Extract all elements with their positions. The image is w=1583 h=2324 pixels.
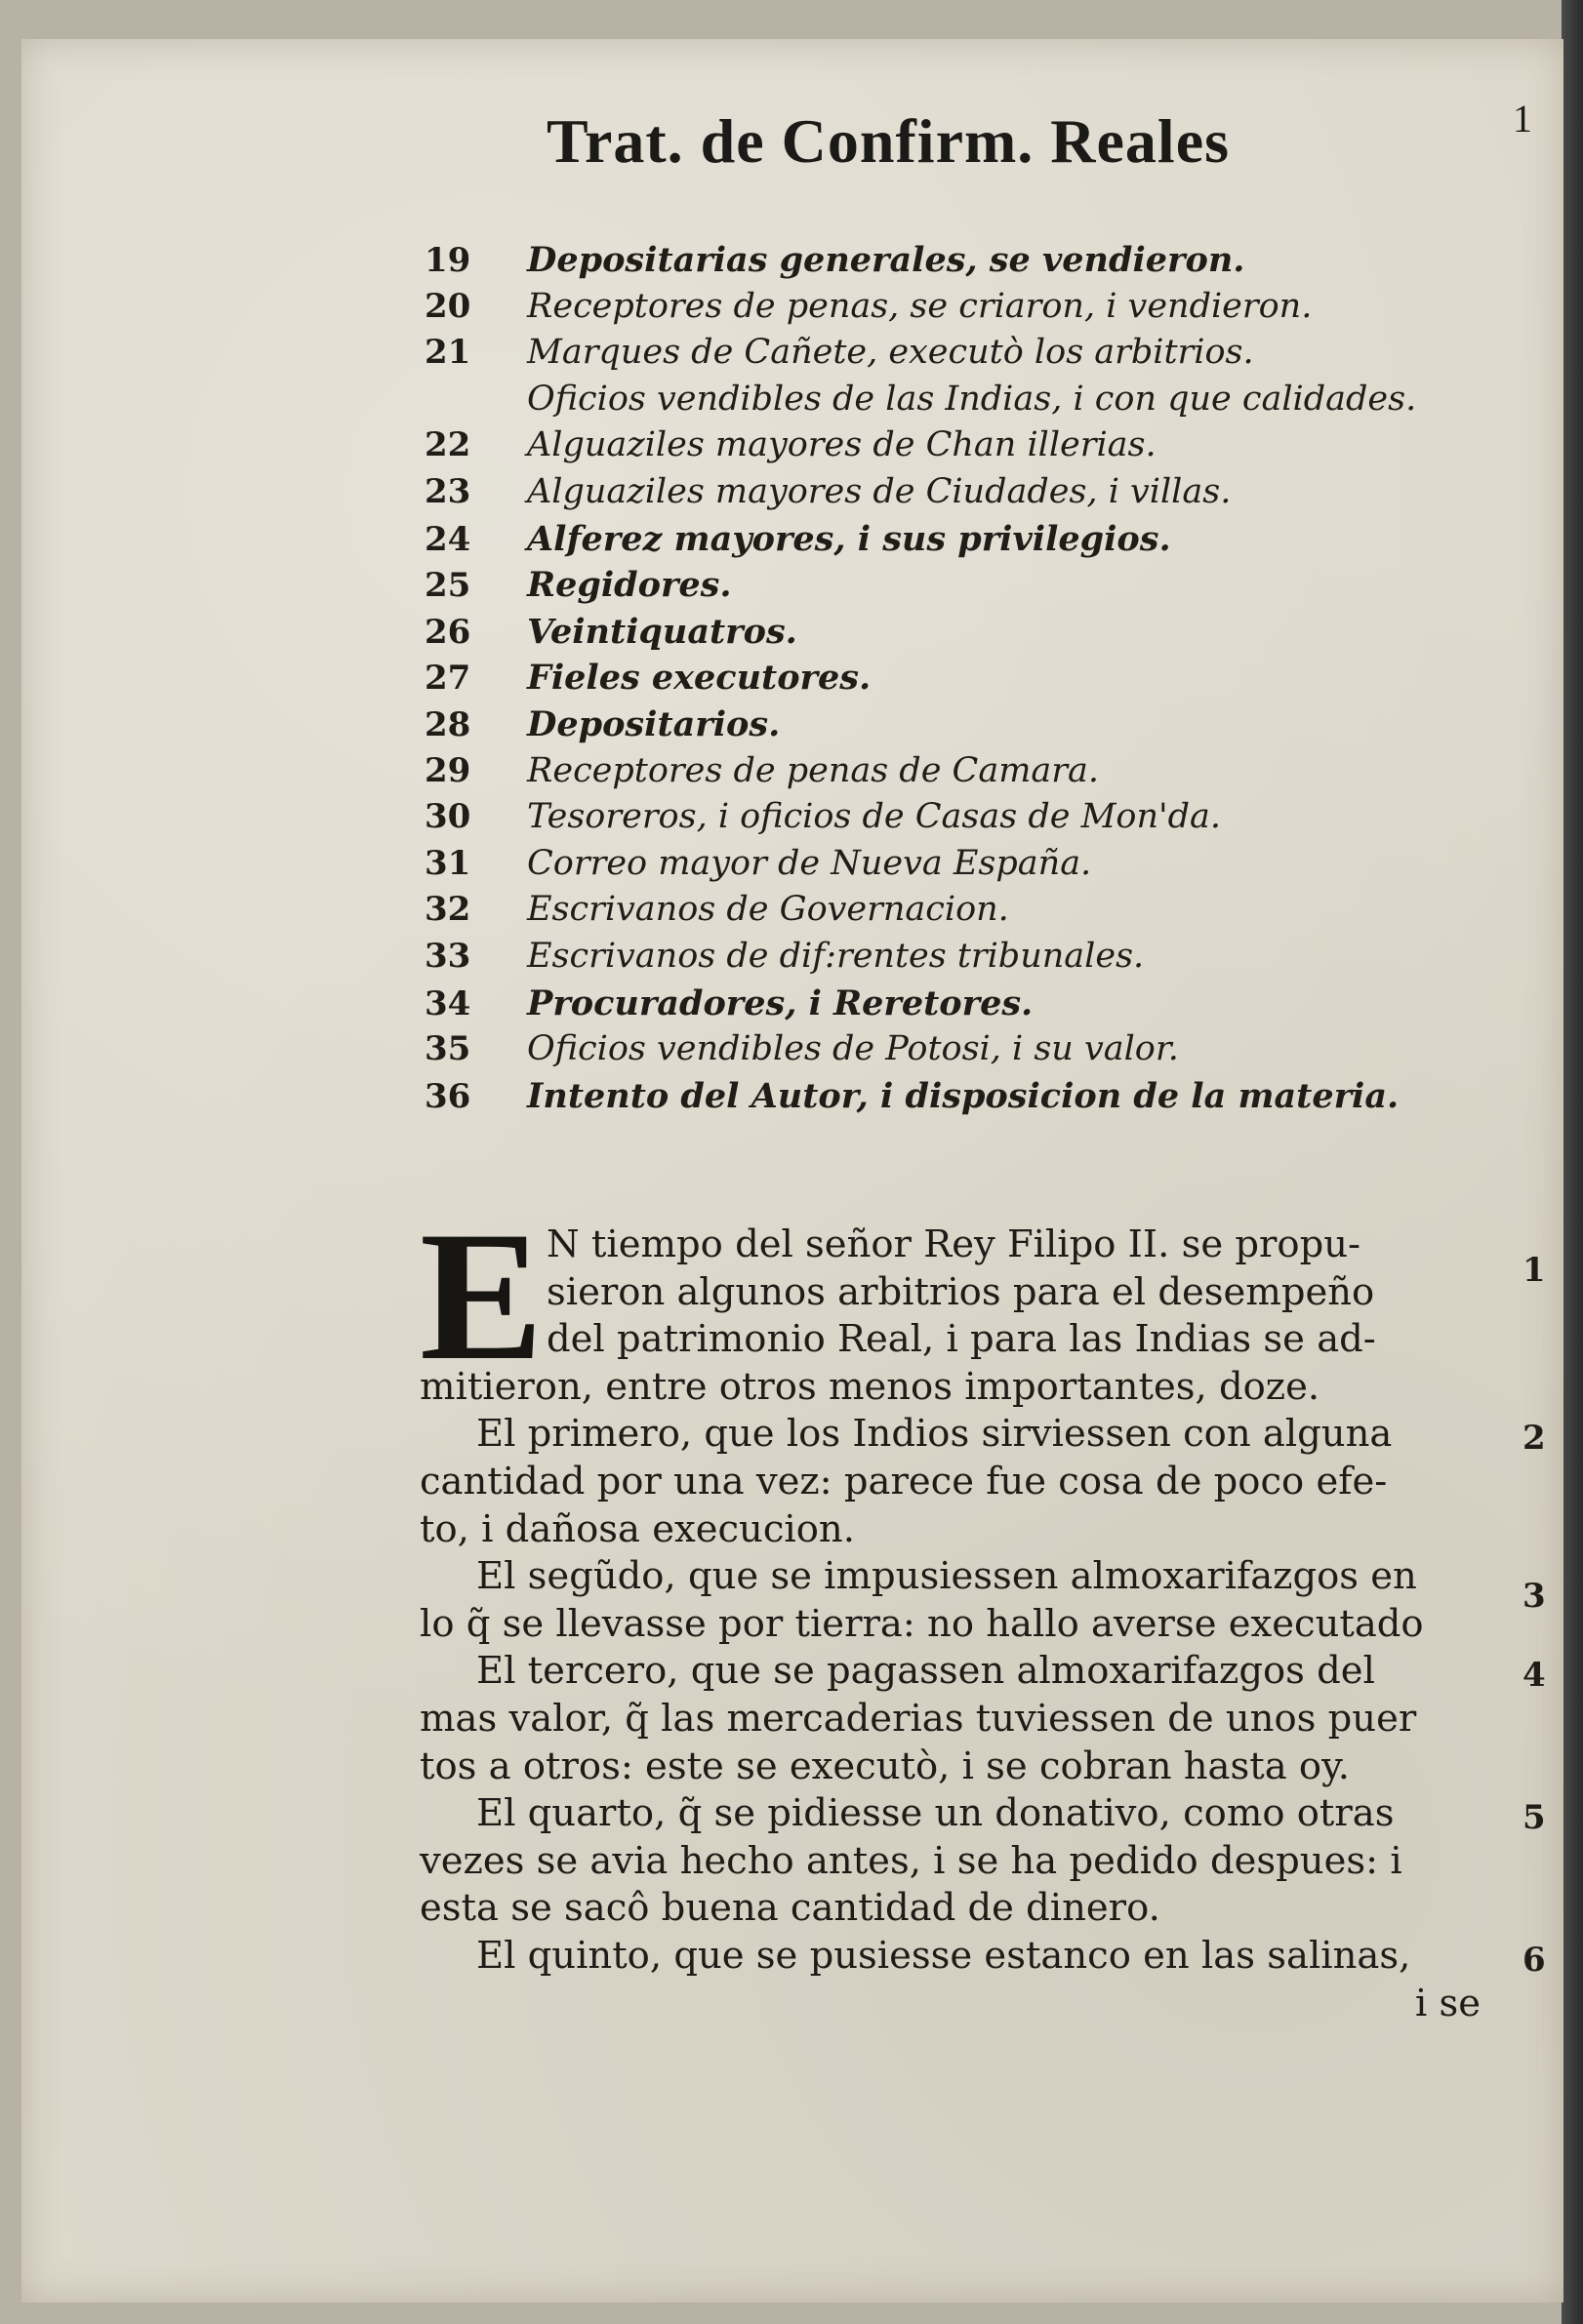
summary-number: 35: [425, 1029, 471, 1069]
summary-text: Escrivanos de dif:rentes tribunales.: [527, 936, 1145, 976]
margin-number: 3: [1522, 1577, 1546, 1617]
summary-text: Regidores.: [527, 565, 732, 606]
summary-text: Alferez mayores, i sus privilegios.: [527, 518, 1171, 559]
summary-item: [425, 890, 1416, 937]
text-line: El segũdo, que se impusiessen almoxarifazgos en: [476, 1554, 1417, 1599]
header-title: Trat. de Confirm. Reales: [547, 106, 1230, 176]
summary-item: [425, 658, 1416, 704]
text-line: esta se sacô buena cantidad de dinero.: [420, 1886, 1160, 1931]
summary-number: 30: [425, 797, 471, 837]
page-edge: [1562, 0, 1583, 2324]
drop-cap: E: [420, 1194, 544, 1399]
summary-number: 22: [425, 425, 471, 465]
text-line: El quarto, q̃ se pidiesse un donativo, como otras: [476, 1791, 1395, 1836]
summary-text: Alguaziles mayores de Ciudades, i villas.: [527, 471, 1232, 511]
summary-text: Fieles executores.: [527, 658, 872, 699]
summary-number: 27: [425, 659, 471, 699]
summary-text: Oficios vendibles de las Indias, i con que calidades.: [527, 379, 1417, 419]
summary-number: 29: [425, 750, 471, 790]
summary-text: Intento del Autor, i disposicion de la materia.: [527, 1075, 1400, 1116]
summary-list: [425, 240, 1416, 1122]
summary-text: Receptores de penas de Camara.: [527, 750, 1099, 790]
summary-item: [425, 1029, 1416, 1076]
summary-number: 32: [425, 890, 471, 930]
summary-item: [425, 612, 1416, 659]
summary-item: [425, 704, 1416, 751]
paragraph: [420, 1933, 1546, 2027]
margin-number: 6: [1522, 1940, 1546, 1980]
catchword: i se: [1415, 1981, 1482, 2025]
summary-number: 23: [425, 471, 471, 511]
summary-number: 26: [425, 612, 471, 652]
text-line: El primero, que los Indios sirviessen con alguna: [476, 1412, 1393, 1457]
text-line: cantidad por una vez: parece fue cosa de poco efe-: [420, 1459, 1388, 1503]
text-line: lo q̃ se llevasse por tierra: no hallo averse executado: [420, 1601, 1424, 1646]
summary-number: 36: [425, 1076, 471, 1116]
summary-text: Marques de Cañete, executò los arbitrios.: [527, 333, 1254, 373]
text-line: El tercero, que se pagassen almoxarifazgos del: [476, 1649, 1375, 1694]
body-text: [420, 1194, 1546, 2027]
paragraph: [420, 1790, 1546, 1933]
summary-text: Correo mayor de Nueva España.: [527, 843, 1092, 883]
text-line: mitieron, entre otros menos importantes, doze.: [420, 1364, 1320, 1409]
summary-text: Veintiquatros.: [527, 611, 797, 652]
summary-number: 33: [425, 936, 471, 976]
summary-item: [425, 240, 1416, 287]
text-line: mas valor, q̃ las mercaderias tuviessen de unos puer: [420, 1696, 1417, 1741]
summary-text: Alguaziles mayores de Chan illerias.: [527, 425, 1157, 465]
summary-item: [425, 425, 1416, 472]
text-line: tos a otros: este se executò, i se cobran hasta oy.: [420, 1743, 1350, 1788]
summary-text: Escrivanos de Governacion.: [527, 890, 1009, 930]
text-line: El quinto, que se pusiesse estanco en las salinas,: [476, 1933, 1411, 1978]
summary-text: Oficios vendibles de Potosi, i su valor.: [527, 1029, 1179, 1069]
summary-item: [425, 287, 1416, 334]
summary-number: 25: [425, 566, 471, 606]
summary-text: Procuradores, i Reretores.: [527, 982, 1034, 1023]
summary-item: [425, 1076, 1416, 1123]
running-header: [547, 97, 1533, 178]
margin-number: 5: [1522, 1798, 1546, 1838]
corner-mark: 1: [1513, 97, 1533, 140]
text-line: N tiempo del señor Rey Filipo II. se propu-: [547, 1222, 1361, 1266]
summary-text: Depositarias generales, se vendieron.: [527, 240, 1245, 280]
summary-number: 28: [425, 704, 471, 744]
margin-number: 4: [1522, 1656, 1546, 1696]
text-line: del patrimonio Real, i para las Indias se ad-: [547, 1317, 1376, 1362]
paragraph: [420, 1194, 1546, 1411]
summary-item: [425, 333, 1416, 380]
paragraph: [420, 1648, 1546, 1790]
summary-item: [425, 519, 1416, 566]
summary-item: [425, 751, 1416, 798]
summary-number: 31: [425, 843, 471, 883]
margin-number: 1: [1522, 1251, 1546, 1290]
summary-item: [425, 797, 1416, 844]
paragraph: [420, 1411, 1546, 1553]
summary-number: 20: [425, 286, 471, 326]
text-line: vezes se avia hecho antes, i se ha pedido despues: i: [420, 1838, 1402, 1883]
summary-number: 21: [425, 333, 471, 373]
summary-item: [425, 380, 1416, 426]
summary-number: 19: [425, 241, 471, 280]
summary-item: [425, 472, 1416, 519]
text-line: sieron algunos arbitrios para el desempeño: [547, 1269, 1375, 1314]
summary-number: 34: [425, 983, 471, 1023]
summary-text: Depositarios.: [527, 703, 781, 744]
summary-item: [425, 844, 1416, 891]
summary-number: 24: [425, 519, 471, 559]
summary-item: [425, 983, 1416, 1030]
summary-text: Receptores de penas, se criaron, i vendieron.: [527, 286, 1313, 326]
summary-item: [425, 937, 1416, 983]
margin-number: 2: [1522, 1419, 1546, 1459]
text-line: to, i dañosa execucion.: [420, 1506, 855, 1551]
summary-item: [425, 565, 1416, 612]
paragraph: [420, 1553, 1546, 1648]
summary-text: Tesoreros, i oficios de Casas de Mon'da.: [527, 797, 1222, 837]
